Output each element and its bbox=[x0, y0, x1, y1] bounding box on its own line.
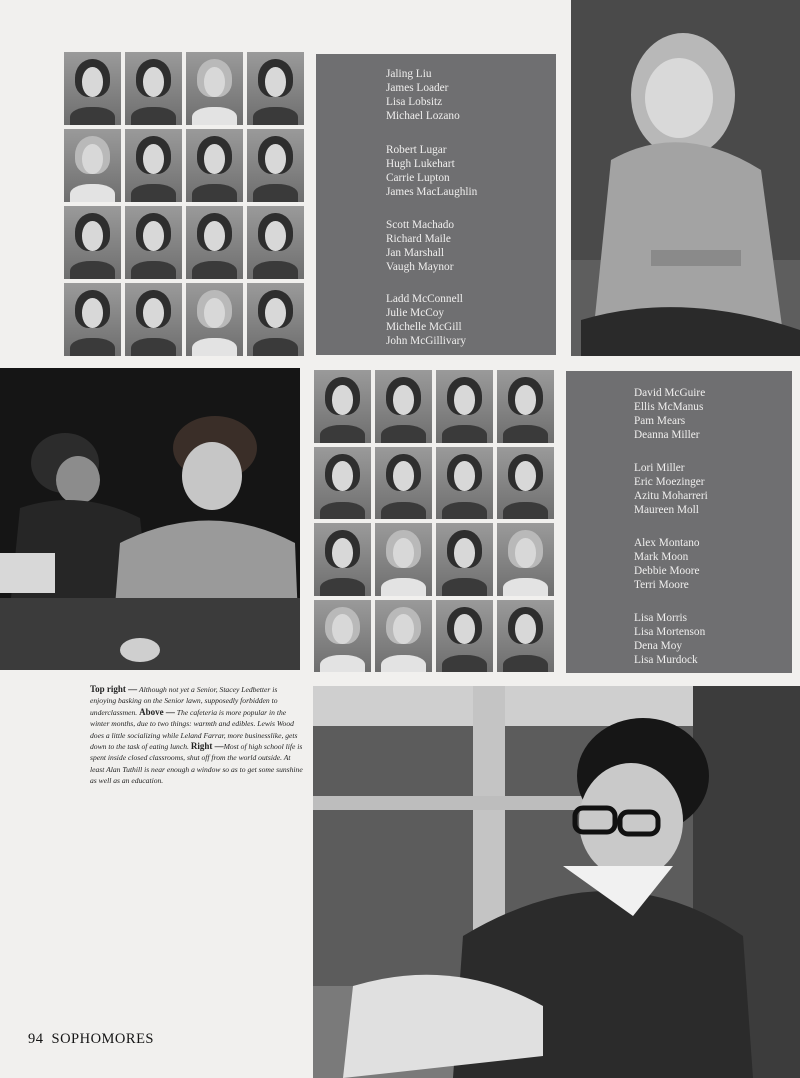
student-portrait bbox=[64, 129, 121, 202]
student-name: Lisa Lobsitz bbox=[386, 96, 443, 108]
student-portrait bbox=[64, 206, 121, 279]
caption-label-right: Right — bbox=[190, 741, 224, 752]
student-portrait bbox=[375, 600, 432, 673]
student-name: Richard Maile bbox=[386, 233, 451, 245]
student-portrait bbox=[247, 52, 304, 125]
student-name: Alex Montano bbox=[634, 537, 700, 549]
student-name: Terri Moore bbox=[634, 579, 689, 591]
caption-label-above: Above — bbox=[139, 706, 175, 717]
student-portrait bbox=[186, 129, 243, 202]
student-portrait bbox=[186, 52, 243, 125]
portrait-grid-upper bbox=[64, 52, 304, 356]
student-name: James Loader bbox=[386, 82, 449, 94]
student-name: Deanna Miller bbox=[634, 429, 700, 441]
student-portrait bbox=[436, 370, 493, 443]
student-name: David McGuire bbox=[634, 387, 706, 399]
student-portrait bbox=[314, 523, 371, 596]
student-portrait bbox=[125, 283, 182, 356]
student-portrait bbox=[64, 52, 121, 125]
student-portrait bbox=[497, 600, 554, 673]
student-name: Lori Miller bbox=[634, 462, 685, 474]
student-portrait bbox=[125, 52, 182, 125]
lawn-photo-illustration bbox=[571, 0, 800, 356]
window-photo-illustration bbox=[313, 686, 800, 1078]
name-group bbox=[634, 536, 700, 592]
student-name: Lisa Morris bbox=[634, 612, 688, 624]
name-group bbox=[386, 143, 477, 199]
name-group bbox=[386, 292, 466, 348]
student-name: Pam Mears bbox=[634, 415, 686, 427]
student-name: James MacLaughlin bbox=[386, 186, 478, 198]
caption-text-top-right: Although not yet a Senior, Stacey Ledbetter is enjoying basking on the Senior lawn, supposedly forbidden to underclassmen. bbox=[90, 685, 278, 717]
student-portrait bbox=[436, 447, 493, 520]
student-name: Azitu Moharreri bbox=[634, 490, 708, 502]
photo-cafeteria bbox=[0, 368, 300, 670]
student-portrait bbox=[186, 283, 243, 356]
student-name: Hugh Lukehart bbox=[386, 158, 455, 170]
student-name: Lisa Murdock bbox=[634, 654, 698, 666]
name-box-lower bbox=[566, 371, 792, 673]
portrait-grid-lower bbox=[314, 370, 554, 672]
student-name: Jaling Liu bbox=[386, 68, 432, 80]
photo-caption bbox=[90, 684, 304, 787]
student-portrait bbox=[314, 370, 371, 443]
student-portrait bbox=[125, 129, 182, 202]
name-group bbox=[386, 67, 460, 123]
student-name: Maureen Moll bbox=[634, 504, 699, 516]
student-name: John McGillivary bbox=[386, 335, 467, 347]
student-portrait bbox=[436, 600, 493, 673]
student-name: Carrie Lupton bbox=[386, 172, 450, 184]
student-portrait bbox=[436, 523, 493, 596]
student-portrait bbox=[247, 129, 304, 202]
student-name: Debbie Moore bbox=[634, 565, 700, 577]
student-name: Scott Machado bbox=[386, 219, 455, 231]
page-folio bbox=[28, 1031, 162, 1048]
student-name: Michelle McGill bbox=[386, 321, 462, 333]
student-portrait bbox=[247, 206, 304, 279]
student-portrait bbox=[64, 283, 121, 356]
student-name: Ladd McConnell bbox=[386, 293, 463, 305]
student-portrait bbox=[375, 523, 432, 596]
student-portrait bbox=[314, 600, 371, 673]
cafeteria-photo-illustration bbox=[0, 368, 300, 670]
student-portrait bbox=[314, 447, 371, 520]
name-group bbox=[634, 386, 705, 442]
student-portrait bbox=[497, 523, 554, 596]
student-name: Ellis McManus bbox=[634, 401, 704, 413]
name-group bbox=[386, 218, 454, 274]
student-name: Mark Moon bbox=[634, 551, 689, 563]
photo-boy-by-window bbox=[313, 686, 800, 1078]
student-name: Jan Marshall bbox=[386, 247, 445, 259]
caption-text-above: The cafeteria is more popular in the winter months, due to two things: warmth and edibles. Lewis Wood does a little socializing while Leland Farrar, more businesslike, gets down to the task of eating lunch. bbox=[90, 707, 298, 752]
name-box-upper bbox=[316, 54, 556, 355]
student-portrait bbox=[247, 283, 304, 356]
student-name: Julie McCoy bbox=[386, 307, 445, 319]
student-name: Robert Lugar bbox=[386, 144, 447, 156]
student-name: Dena Moy bbox=[634, 640, 683, 652]
page-number: 94 bbox=[28, 1031, 44, 1047]
student-name: Lisa Mortenson bbox=[634, 626, 706, 638]
student-portrait bbox=[186, 206, 243, 279]
caption-text-right: Most of high school life is spent inside closed classrooms, shut off from the world outside. At least Alan Tuthill is near enough a window so as to get some sunshine as well as an education. bbox=[90, 742, 303, 786]
student-portrait bbox=[497, 447, 554, 520]
caption-label-top-right: Top right — bbox=[90, 684, 138, 694]
student-name: Michael Lozano bbox=[386, 110, 460, 122]
student-name: Eric Moezinger bbox=[634, 476, 705, 488]
student-name: Vaugh Maynor bbox=[386, 261, 454, 273]
section-title: SOPHOMORES bbox=[51, 1031, 154, 1047]
photo-girl-on-lawn bbox=[571, 0, 800, 356]
student-portrait bbox=[375, 447, 432, 520]
student-portrait bbox=[125, 206, 182, 279]
name-group bbox=[634, 611, 705, 667]
name-group bbox=[634, 461, 708, 517]
student-portrait bbox=[375, 370, 432, 443]
student-portrait bbox=[497, 370, 554, 443]
